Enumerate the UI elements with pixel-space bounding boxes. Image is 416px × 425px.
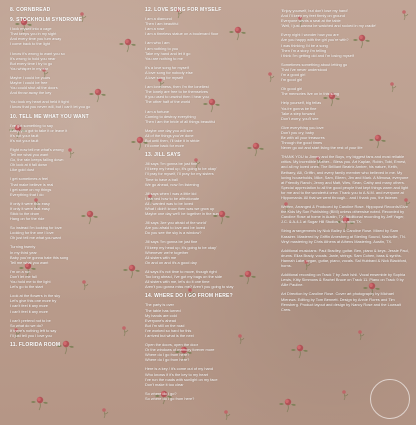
lyric-line: So instead I'm looking for love <box>10 225 62 231</box>
lyric-line: Every night I wonder how you are <box>281 32 339 38</box>
lyric-line: Tell me what you want <box>10 152 49 158</box>
lyric-line: Jill says 'I'm gonna be just fine <box>145 239 198 245</box>
lyric-stanza <box>281 100 409 120</box>
lyric-line: Are you happy with the girl you're with? <box>281 37 349 43</box>
lyric-line: I think I'm getting old and I'm losing myself <box>281 52 354 58</box>
lyrics-column-right <box>281 8 409 316</box>
lyric-stanza <box>145 302 271 338</box>
credits-paragraph <box>281 291 409 311</box>
song-title: 8. CORNBREAD <box>10 7 51 13</box>
credits-text: Additional recording on Track 7 by Josh Ishii. Vocal ensemble by Sophia Lewis, Kitty Simmons & Rachel Bruce on Track 11. Piano on Track 9 by Allie Pauline. <box>281 272 406 288</box>
lyric-line: You took my heart and held it tight <box>10 99 69 105</box>
lyric-line: A love song for myself <box>145 75 184 81</box>
song-title: 14. WHERE DO I GO FROM HERE? <box>145 293 233 300</box>
lyric-line: But I'm still on the road <box>145 322 185 328</box>
lyric-line: You whisper in my ear <box>10 65 49 71</box>
lyric-stanza <box>145 84 271 104</box>
lyric-line: That I've never understood <box>281 66 328 72</box>
lyric-line: It's not your fault <box>10 132 39 138</box>
lyric-line: All I wanted was to be loved <box>145 200 194 206</box>
credits-paragraph <box>281 228 409 243</box>
lyric-line: I am nothing to you <box>145 45 179 51</box>
lyric-stanza <box>10 244 136 264</box>
lyric-line: Hang on for the ride <box>10 216 45 222</box>
lyric-line: What I didn't know then was we grow up <box>145 206 215 211</box>
lyric-line: Don't you cry, baby <box>281 129 314 135</box>
lyric-line: You are nothing to me <box>145 55 183 61</box>
lyric-line: All sisters with me <box>145 254 177 260</box>
lyric-line: Through the good times <box>281 140 323 146</box>
lyric-line: Then I'm a story I'm telling <box>281 47 327 53</box>
lyric-stanza <box>145 40 271 60</box>
lyric-line: Be with all your treasures <box>281 134 325 140</box>
credits-text: Additional musicians: Paul Bradley, guitar. Ben, piano & keys. Jessie Paul, drums. Eliza Brady, vocals. Janie, strings. Sam Cohen, bass & synths. Hannah Lake, organ, guitar, piano, vocals. Sal Hubbard & Nick Blackford, horns. <box>281 247 409 269</box>
lyric-line: Like gold dust <box>10 167 35 173</box>
credits-paragraph <box>281 204 409 224</box>
lyric-line: I'm a good girl <box>281 72 306 78</box>
lyric-line: Too long ahead, I've got my bags on the side <box>145 274 223 280</box>
lyric-stanza <box>10 123 136 143</box>
lyric-line: I am a rose <box>145 26 165 32</box>
lyric-line: Everyone wants a seat at the table <box>281 18 341 24</box>
lyric-stanza <box>10 147 136 172</box>
lyric-stanza <box>10 176 136 196</box>
lyric-line: Stick to the drum <box>10 211 40 216</box>
lyric-line: If there's nothing left to say <box>10 327 57 333</box>
lyric-line: Maybe one day we'll be together in the sun <box>145 211 219 217</box>
lyric-line: Go, the rain keeps falling down <box>10 157 64 163</box>
lyric-line: Baby, you got to take it or leave it <box>10 127 68 133</box>
lyric-line: It's a love song for myself <box>145 64 189 70</box>
lyric-line: Look at the flowers in the sky <box>10 293 61 299</box>
lyric-line: Let's give this one more try <box>10 298 57 304</box>
lyric-line: I get sometimes a feel <box>10 176 49 182</box>
lyric-line: I am a timeless statue on a boulevard floor <box>145 31 219 37</box>
credits-text: Written, Arranged & Produced by Caroline Rose. Hippopost Records/Give the Kids My Son Publishing (BMI) unless otherwise noted. Recorded by Caroline Rose at home in Austin, TX. Additional recording by Jeff Yager, J.C. & A-4-1 at Sugar Hill Studios, Houston TX. <box>281 204 408 225</box>
lyric-stanza <box>10 201 136 221</box>
song-title: 9. STOCKHOLM SYNDROME <box>10 17 83 24</box>
lyric-line: 'Well, I just wanna be watched and rocked in my cradle' <box>281 23 377 29</box>
lyric-line: I was thinking I'd be a song <box>281 42 328 48</box>
song-title: 11. FLORIDA ROOM <box>10 341 61 348</box>
lyric-line: Never go out and start living the rest of your life <box>281 145 363 151</box>
lyric-line: Maybe I could be yours <box>10 74 51 80</box>
lyric-line: All of the things you've done <box>145 132 194 138</box>
lyric-line: I am who I am <box>145 40 170 46</box>
lyrics-column-left <box>10 8 136 351</box>
lyric-line: The lonely are free to be themselves <box>145 89 208 95</box>
lyric-stanza <box>145 220 271 235</box>
lyric-line: I am a diamond <box>145 16 172 22</box>
credits-text: Art Direction by Caroline Rose. Cover art photography by Michael Mierzwa. Editing by Tom Bennett. Design by Annie Flores and Tim Rensberg. Product layout and design by Nancy Rose and the Lowsalt Crew. <box>281 291 401 312</box>
lyric-stanza <box>281 125 409 150</box>
lyric-line: I arrived but what is the next <box>145 332 194 338</box>
lyric-stanza <box>281 86 409 96</box>
lyric-line: You're gonna be fine <box>281 105 317 111</box>
lyric-line: I'll keep my head up, it's going to be okay' <box>145 166 217 172</box>
lyric-line: I'm on a run <box>10 268 31 274</box>
lyric-line: Baby you've gonna hate this song <box>10 254 69 260</box>
lyric-line: You could shut all the doors <box>10 85 58 91</box>
lyric-stanza <box>281 32 409 57</box>
lyric-line: I can't pretend not to be <box>10 317 51 323</box>
lyric-line: The party is over <box>145 302 174 308</box>
lyric-stanza <box>145 128 271 148</box>
lyric-line: Jill says when I was a little kid <box>145 190 197 196</box>
lyric-line: Don't let me fall <box>10 273 37 279</box>
lyric-line: I am a fortune <box>145 108 170 114</box>
song-title: 10. TELL ME WHAT YOU WANT <box>10 113 89 120</box>
lyric-stanza <box>10 51 136 71</box>
lyric-line: The other half of the world <box>145 99 191 105</box>
lyric-line: Turning twenty <box>10 244 36 250</box>
lyric-line: I'm good girl <box>281 77 303 83</box>
lyric-line: Then I am beautiful <box>145 21 179 27</box>
lyric-line: My hands are cold <box>145 312 177 318</box>
lyric-line: I know that you never will, but I can't let you go <box>10 104 91 110</box>
lyric-line: The table has turned <box>145 307 181 313</box>
credits-text: String arrangements by Nick Bailey & Caroline Rose. Mixed by Sam Kassirer. Mastered by Griffin Amesberg at Sterling Sound, Nashville, TN. Vinyl mastering by Chris Athens at Athens Mastering, Austin, TX. <box>281 228 406 244</box>
lyric-line: In my third year <box>10 249 37 255</box>
lyric-line: That make believe is real <box>10 181 54 187</box>
lyric-line: Don't worry, you'll see <box>281 115 319 121</box>
lyric-line: Where do I go from here? <box>145 357 190 363</box>
lyric-line: I'll pray for myself, I'll pray for my sisters <box>145 171 214 177</box>
lyric-line: Then I am the bride of all things beautiful <box>145 118 216 124</box>
lyric-line: If you used to unwind then I hear you <box>145 94 209 100</box>
lyric-line: I've worked so hard for this <box>145 327 192 333</box>
lyric-line: Aren't you gonna miss me? Aren't you going to stay <box>145 284 234 290</box>
lyric-stanza <box>10 99 136 109</box>
lyric-line: Everyone's ahead <box>145 317 177 323</box>
lyric-stanza <box>145 391 271 401</box>
song-title: 13. JILL SAYS <box>145 152 181 159</box>
lyric-line: Sometimes something about letting go <box>281 61 348 67</box>
lyric-line: Oh good girl <box>281 86 303 92</box>
lyric-line: Open the doors, open the door <box>145 342 198 348</box>
lyric-stanza <box>145 191 271 216</box>
record-label-seal <box>370 379 410 419</box>
lyric-line: I lock myself into a cage <box>10 26 52 32</box>
lyric-stanza <box>145 269 271 289</box>
lyric-line: The memories live on in this song <box>281 91 339 97</box>
lyric-line: I can't feel it any more <box>10 303 48 309</box>
lyric-line: Take my hand and let it go <box>145 50 191 56</box>
lyric-line: I'll come back for more <box>145 143 185 149</box>
credits-paragraph <box>281 154 409 200</box>
lyric-stanza <box>10 293 136 313</box>
lyric-stanza <box>145 239 271 264</box>
lyric-line: Who knows if it's the key to my heart <box>145 371 209 377</box>
lyric-line: Maybe one day you will see <box>145 127 193 133</box>
lyric-line: I've got something to say <box>10 122 53 128</box>
lyric-line: So where do I go from here? <box>145 395 195 401</box>
lyric-line: Maybe I could be free <box>10 80 48 86</box>
lyric-line: Looking for the one I love <box>10 230 54 236</box>
lyric-line: Help yourself, big fellas <box>281 100 322 106</box>
lyric-line: I know it's wrong to want you so <box>10 50 65 56</box>
lyric-line: I'll just tell you I love you <box>10 332 52 338</box>
lyric-line: Whenever we're together <box>145 249 189 255</box>
lyric-line: All says it's not time to move, though right <box>145 268 217 274</box>
credits-paragraph <box>281 248 409 268</box>
lyric-stanza <box>145 65 271 80</box>
lyric-line: And every time you turn away <box>10 36 62 42</box>
lyric-line: I've run the roads with sunlight on my face <box>145 376 218 382</box>
credits-paragraph <box>281 272 409 287</box>
lyric-line: If only it were that easy <box>10 200 50 206</box>
lyric-line: I learned how to be affectionate <box>145 195 200 201</box>
lyric-line: Jill says 'Are you afraid of the world' <box>145 220 207 226</box>
lyric-line: Oh look at it fall down <box>10 162 48 168</box>
lyric-line: Everything that I do <box>10 191 44 197</box>
lyric-line: But every time I try to go <box>10 60 53 66</box>
lyric-line: So where do I go? <box>145 390 177 396</box>
lyric-line: Right now tell me what's wrong <box>10 146 64 152</box>
lyric-line: I get some on my things <box>10 186 52 192</box>
lyric-stanza <box>10 75 136 95</box>
lyric-stanza <box>145 16 271 36</box>
lyric-stanza <box>281 62 409 82</box>
lyric-line: Or the windows of memory forever more <box>145 347 215 353</box>
lyric-stanza <box>10 225 136 240</box>
lyric-line: Time to have a ball <box>145 176 178 182</box>
lyric-line: And throw away the key <box>10 90 52 96</box>
lyric-stanza <box>10 269 136 289</box>
lyric-line: I come back to the light <box>10 41 51 47</box>
song-title: 12. LOVE SONG FOR MYSELF <box>145 7 222 13</box>
lyric-line: We go ahead, now I'm listening <box>145 181 199 187</box>
lyric-line: It's not your fault <box>10 137 39 143</box>
lyric-line: Oh just tell me what you want <box>10 235 61 241</box>
lyric-line: Tell me what you want <box>10 259 49 265</box>
lyric-line: And I'll keep my feet firmly on ground <box>281 13 345 19</box>
lyric-line: All sisters with me, let's do it one time <box>145 279 210 285</box>
lyric-line: Where do I go from here? <box>145 352 190 358</box>
lyric-stanza <box>10 26 136 46</box>
lyric-line: If only it were that easy <box>10 205 50 211</box>
credits-text: THANK YOU to Jimmy and the Boys, my biggest fans and most reliable critics. My incredible Mother... Bless you. Art Kaplan, Robin, Tobi, Ernest, and all my loved ones. The Brilliant Beatrix Amber, his nature, Keith, Bethany, Alli, Griffin, and every family member who believed in me. My loving households, Mike, Sam, Eileen, Jim and Mark. A Mimosa, everyone at Friendly Ranch, Jenny and Matt, Wes, Sean, Cathy and many others. Special appreciation to all the good people that kept things warm and light for me and to the wonderful crew. Thank you to A.N.M. and everyone at Hippomania. All that we went through... and I thank you, the listener. <box>281 154 409 200</box>
lyric-line: Coming to destroy everything <box>145 113 196 119</box>
lyric-line: You hold me to the light <box>10 279 51 285</box>
lyrics-column-middle <box>145 8 271 405</box>
lyric-stanza <box>145 366 271 386</box>
lyric-line: I'll keep my head up, it's going to be okay' <box>145 244 217 250</box>
lyric-line: Let's go to the start <box>10 284 43 290</box>
lyric-stanza <box>10 318 136 338</box>
lyric-line: So what do we do? <box>10 322 44 328</box>
lyric-line: A love song for nobody else <box>145 69 193 75</box>
lyric-stanza <box>145 342 271 362</box>
lyric-stanza <box>281 8 409 28</box>
lyric-line: Are you afraid to love and be loved <box>145 225 206 231</box>
lyric-line: It's wrong to hold you near <box>10 55 56 61</box>
lyric-line: Don't make it too clear <box>145 381 184 387</box>
lyric-stanza <box>145 109 271 124</box>
lyric-line: But until then, I'll take it in stride <box>145 137 200 143</box>
lyric-line: On and on and it's a good day <box>145 259 197 265</box>
lyric-line: Here is a key / it's come out of my hand <box>145 366 213 372</box>
lyric-line: Jill says 'I'm gonna be just fine <box>145 161 198 167</box>
lyric-line: Do you see the sky is a window? <box>145 230 202 236</box>
lyric-line: That keeps you in my sight <box>10 31 57 37</box>
lyric-line: I am loneliness, then I'm the loneliest <box>145 84 209 90</box>
lyric-line: 'Enjoy yourself, but don't lose my hand' <box>281 8 349 13</box>
lyric-line: Take a step forward <box>281 110 315 116</box>
lyric-line: I can't feel it any more <box>10 308 48 314</box>
lyric-line: Give everything you love <box>281 124 324 130</box>
lyric-stanza <box>145 161 271 186</box>
